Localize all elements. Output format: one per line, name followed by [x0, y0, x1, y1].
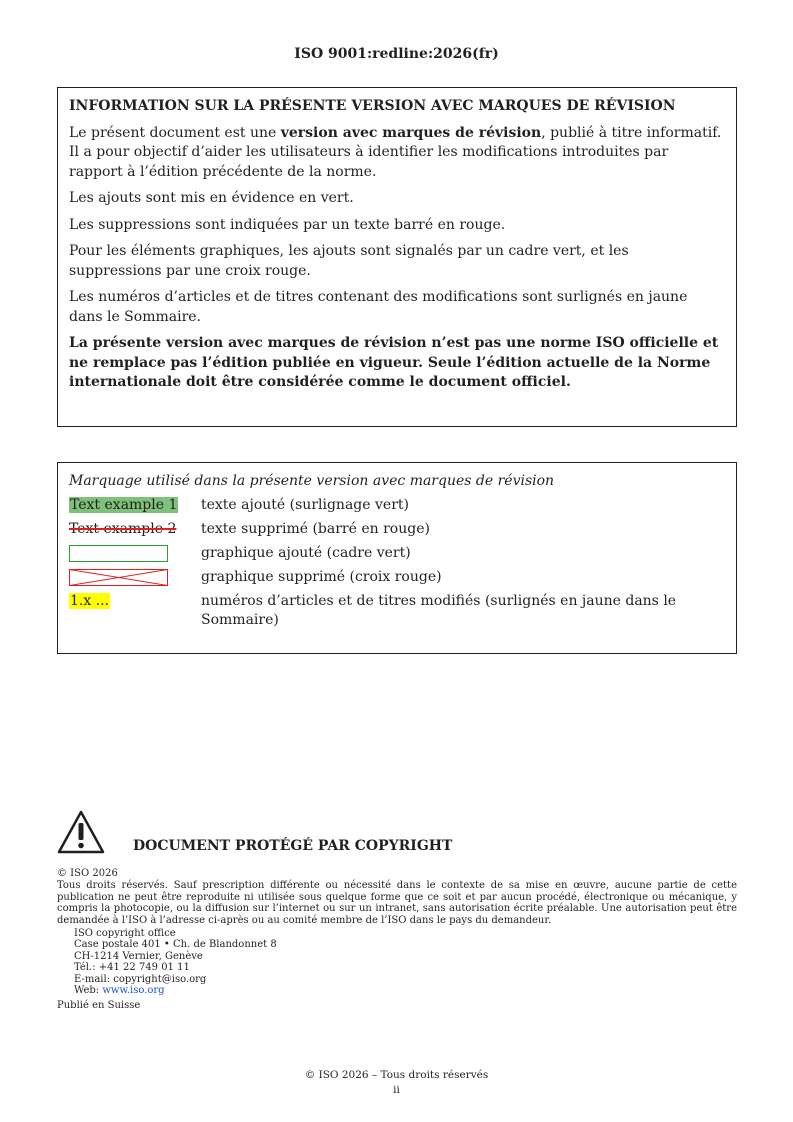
info-bold-text: version avec marques de révision	[280, 124, 542, 141]
web-label: Web:	[74, 985, 103, 997]
marking-legend-box	[57, 462, 737, 654]
address-phone: Tél.: +41 22 749 01 11	[74, 962, 190, 974]
iso-address	[74, 928, 737, 996]
iso-website-link[interactable]: www.iso.org	[102, 985, 165, 997]
yellow-highlight-sample: 1.x ...	[70, 593, 110, 609]
copyright-paragraph: Tous droits réservés. Sauf prescription différente ou nécessité dans le contexte de sa mise en œuvre, aucune partie de cette publication ne peut être reproduite ni utilisée sous quelque forme que ce soit et par aucun procédé, électronique ou mécanique, y compris la photocopie, ou la diffusion sur l’internet ou sur un intranet, sans autorisation écrite préalable. Une autorisation peut être demandée à l’ISO à l’adresse ci-après ou au comité membre de l’ISO dans le pays du demandeur.	[57, 880, 737, 926]
legend-description: texte ajouté (surlignage vert)	[201, 497, 409, 513]
red-cross-sample	[69, 569, 168, 586]
info-paragraph-purpose	[69, 124, 725, 183]
info-box-title: INFORMATION SUR LA PRÉSENTE VERSION AVEC MARQUES DE RÉVISION	[69, 98, 676, 114]
info-text: , publié à titre informatif. Il a pour objectif d’aider les utilisateurs à identifier les modifications introduites par rapport à l’édition précédente de la norme.	[69, 124, 722, 180]
info-paragraph-graphics: Pour les éléments graphiques, les ajouts sont signalés par un cadre vert, et les suppressions par une croix rouge.	[69, 243, 629, 279]
legend-sample-cell	[69, 592, 201, 611]
legend-description: texte supprimé (barré en rouge)	[201, 521, 430, 537]
address-office: ISO copyright office	[74, 928, 176, 940]
address-web	[74, 985, 737, 996]
legend-description: graphique ajouté (cadre vert)	[201, 545, 411, 561]
legend-row-toc-modified	[69, 592, 725, 630]
legend-row-deleted-graphic	[69, 568, 725, 587]
legend-row-deleted-text	[69, 520, 725, 539]
legend-row-added-text	[69, 496, 725, 515]
page-number: ii	[393, 1084, 400, 1096]
legend-title: Marquage utilisé dans la présente version avec marques de révision	[69, 473, 555, 489]
copyright-title: DOCUMENT PROTÉGÉ PAR COPYRIGHT	[133, 837, 453, 854]
published-in: Publié en Suisse	[57, 1000, 141, 1012]
document-code-header: ISO 9001:redline:2026(fr)	[294, 46, 499, 62]
legend-sample-cell	[69, 568, 201, 586]
copyright-line: © ISO 2026	[57, 868, 118, 879]
info-paragraph-toc: Les numéros d’articles et de titres contenant des modifications sont surlignés en jaune dans le Sommaire.	[69, 289, 688, 325]
address-email: E-mail: copyright@iso.org	[74, 973, 207, 985]
legend-row-added-graphic	[69, 544, 725, 563]
warning-triangle-icon	[57, 810, 105, 854]
green-frame-sample	[69, 545, 168, 562]
page-footer	[0, 1068, 793, 1098]
disclaimer-bold-text: La présente version avec marques de révision n’est pas une norme ISO officielle et ne remplace pas l’édition publiée en vigueur. Seule l’édition actuelle de la Norme internationale doit être considérée comme le document officiel.	[69, 335, 719, 390]
deleted-text-sample: Text example 2	[69, 521, 177, 537]
footer-copyright: © ISO 2026 – Tous droits réservés	[304, 1069, 489, 1081]
copyright-heading-row	[57, 808, 737, 854]
address-city: CH-1214 Vernier, Genève	[74, 950, 203, 962]
legend-description: graphique supprimé (croix rouge)	[201, 569, 442, 585]
legend-sample-cell	[69, 520, 201, 539]
legend-sample-cell	[69, 544, 201, 562]
info-paragraph-deletions: Les suppressions sont indiquées par un texte barré en rouge.	[69, 216, 506, 233]
added-text-sample: Text example 1	[70, 497, 178, 513]
copyright-section	[57, 808, 737, 1012]
redline-info-box	[57, 87, 737, 427]
info-paragraph-disclaimer	[69, 334, 725, 393]
address-postal: Case postale 401 • Ch. de Blandonnet 8	[74, 939, 277, 951]
legend-sample-cell	[69, 496, 201, 515]
info-text: Le présent document est une	[69, 124, 281, 141]
info-paragraph-additions: Les ajouts sont mis en évidence en vert.	[69, 190, 354, 206]
legend-description: numéros d’articles et de titres modifiés (surlignés en jaune dans le Sommaire)	[201, 593, 677, 628]
